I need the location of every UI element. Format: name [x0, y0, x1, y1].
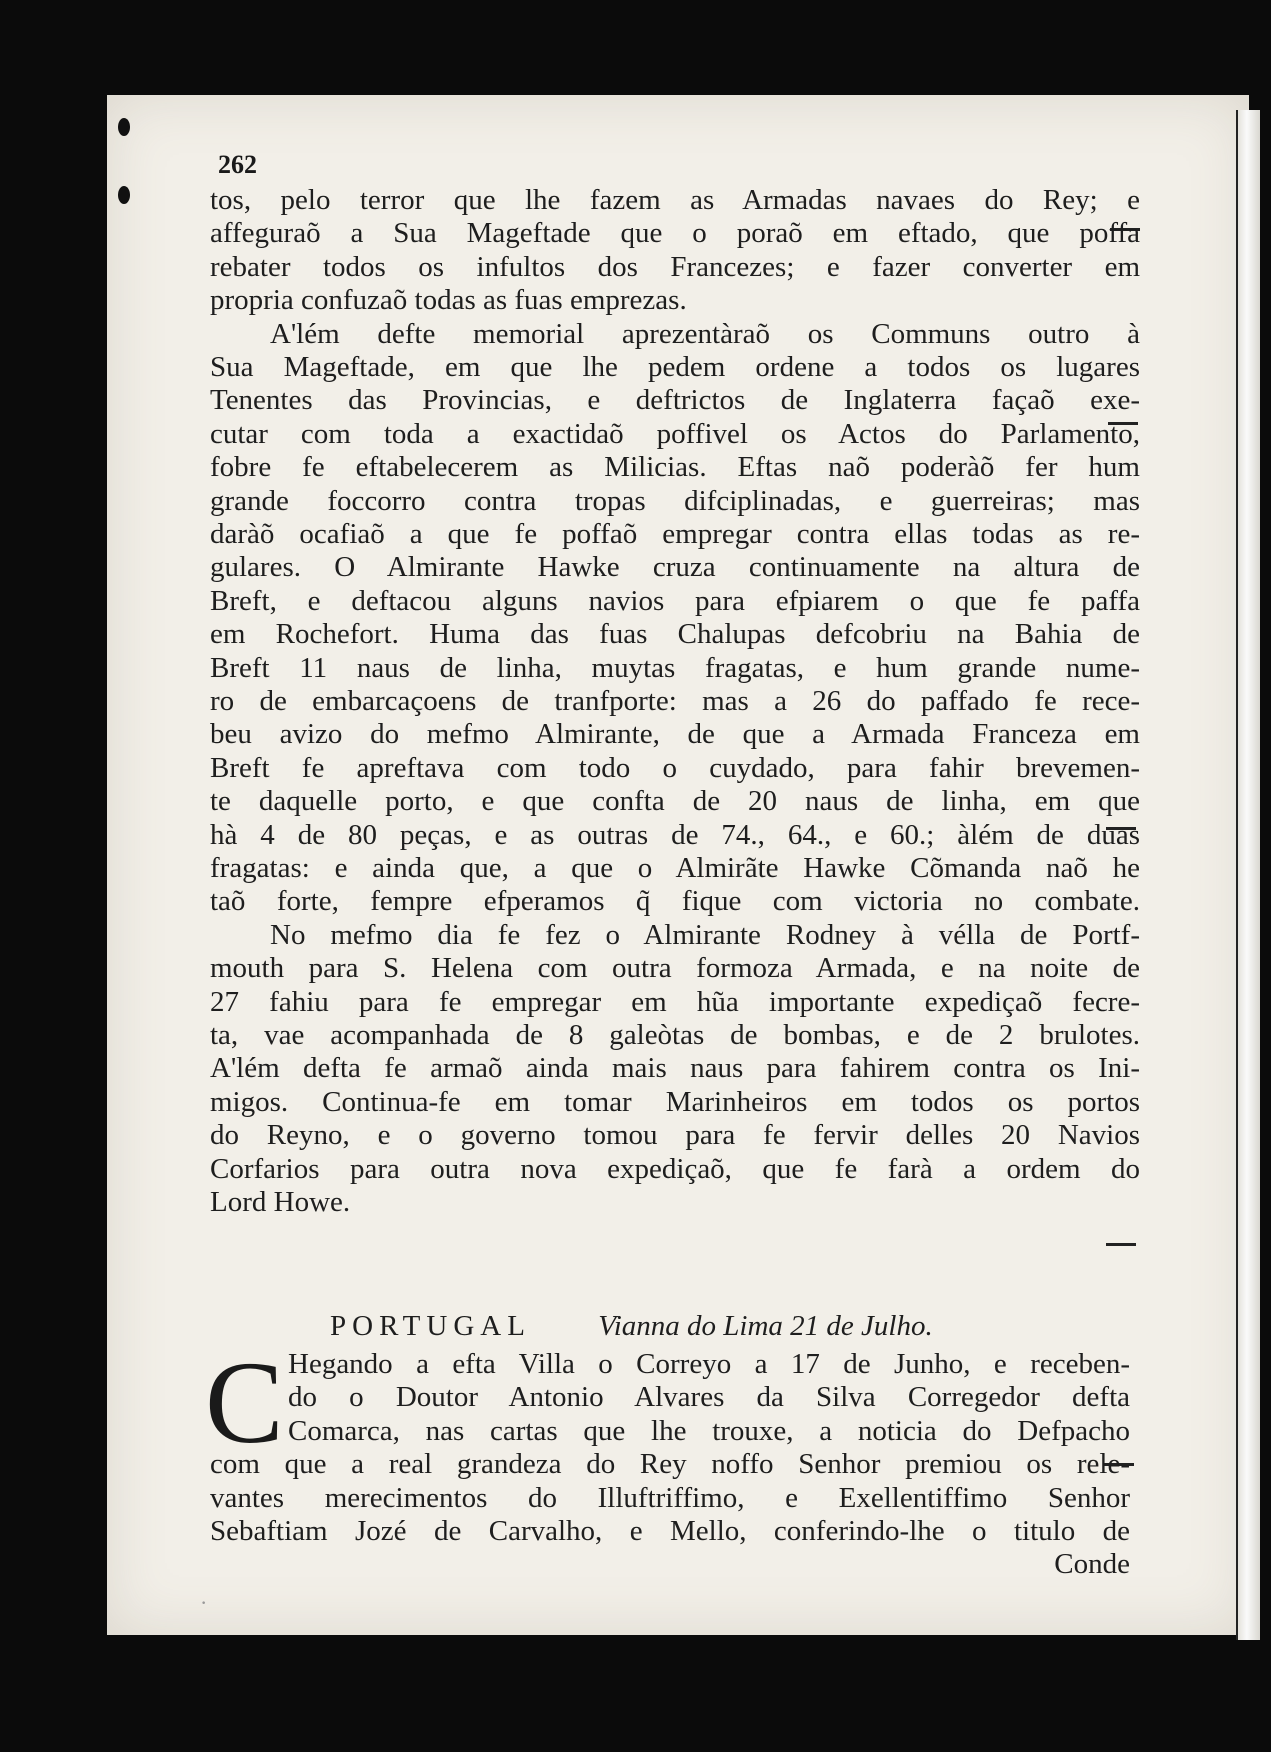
text-line: Corfarios para outra nova expediçaõ, que fe farà a ordem do: [210, 1152, 1140, 1185]
text-line: hà 4 de 80 peças, e as outras de 74., 64., e 60.; àlém de duas: [210, 818, 1140, 851]
text-line: propria confuzaõ todas as fuas emprezas.: [210, 284, 687, 317]
catchword: Conde: [1054, 1548, 1130, 1581]
text-line: affeguraõ a Sua Mageftade que o poraõ em eftado, que poffa: [210, 217, 1140, 250]
text-line: rebater todos os infultos dos Francezes; e fazer converter em: [210, 250, 1140, 283]
drop-cap: C: [205, 1337, 284, 1468]
text-line: Sua Mageftade, em que lhe pedem ordene a todos os lugares: [210, 351, 1140, 383]
text-line: te daquelle porto, e que confta de 20 naus de linha, em que: [210, 785, 1140, 818]
text-line: fragatas: e ainda que, a que o Almirãte Hawke Cõmanda naõ he: [210, 852, 1140, 884]
text-line: mouth para S. Helena com outra formoza Armada, e na noite de: [210, 952, 1140, 985]
text-line: A'lém defta fe armaõ ainda mais naus para fahirem contra os Ini-: [210, 1052, 1140, 1085]
text-line: em Rochefort. Huma das fuas Chalupas defcobriu na Bahia de: [210, 618, 1140, 651]
text-line: No mefmo dia fe fez o Almirante Rodney à vélla de Portf-: [270, 918, 1140, 951]
text-line: Breft, e deftacou alguns navios para efpiarem o que fe paffa: [210, 584, 1140, 617]
text-line: ta, vae acompanhada de 8 galeòtas de bombas, e de 2 brulotes.: [210, 1019, 1140, 1051]
text-line: vantes merecimentos do Illuftriffimo, e Exellentiffimo Senhor: [210, 1481, 1130, 1514]
text-line: Breft 11 naus de linha, muytas fragatas, e hum grande nume-: [210, 651, 1140, 684]
text-line: do o Doutor Antonio Alvares da Silva Corregedor defta: [288, 1381, 1130, 1414]
text-line: migos. Continua-fe em tomar Marinheiros em todos os portos: [210, 1085, 1140, 1118]
page-number: 262: [218, 150, 257, 179]
text-line: gulares. O Almirante Hawke cruza continuamente na altura de: [210, 551, 1140, 584]
heading-country: PORTUGAL: [330, 1310, 531, 1342]
facing-page-edge: [1236, 110, 1260, 1640]
text-line: fobre fe eftabelecerem as Milicias. Eftas naõ poderàõ fer hum: [210, 451, 1140, 484]
text-line: do Reyno, e o governo tomou para fe fervir delles 20 Navios: [210, 1119, 1140, 1152]
margin-mark: [1106, 1243, 1136, 1246]
text-line: Hegando a efta Villa o Correyo a 17 de Junho, e receben-: [288, 1348, 1130, 1380]
text-line: daràõ ocafiaõ a que fe poffaõ empregar contra ellas todas as re-: [210, 518, 1140, 550]
text-line: grande foccorro contra tropas difciplinadas, e guerreiras; mas: [210, 484, 1140, 517]
heading-place-date: Vianna do Lima 21 de Julho.: [598, 1310, 933, 1342]
text-line: com que a real grandeza do Rey noffo Senhor premiou os rele-: [210, 1448, 1130, 1481]
text-line: Breft fe apreftava com todo o cuydado, para fahir brevemen-: [210, 751, 1140, 784]
text-line: cutar com toda a exactidaõ poffivel os Actos do Parlamento,: [210, 417, 1140, 450]
text-line: A'lém defte memorial aprezentàraõ os Communs outro à: [270, 317, 1140, 350]
text-line: Lord Howe.: [210, 1186, 351, 1218]
text-line: Tenentes das Provincias, e deftrictos de Inglaterra façaõ exe-: [210, 384, 1140, 417]
text-line: 27 fahiu para fe empregar em hũa importante expediçaõ fecre-: [210, 985, 1140, 1018]
text-line: tos, pelo terror que lhe fazem as Armadas navaes do Rey; e: [210, 184, 1140, 216]
binding-hole-mark: [118, 118, 130, 136]
text-line: beu avizo do mefmo Almirante, de que a Armada Franceza em: [210, 718, 1140, 751]
text-line: taõ forte, fempre efperamos q̃ fique com victoria no combate.: [210, 885, 1140, 918]
text-line: Comarca, nas cartas que lhe trouxe, a noticia do Defpacho: [288, 1414, 1130, 1447]
binding-hole-mark: [118, 186, 130, 204]
text-line: ro de embarcaçoens de tranfporte: mas a 26 do paffado fe rece-: [210, 685, 1140, 717]
text-line: Sebaftiam Jozé de Carvalho, e Mello, conferindo-lhe o titulo de: [210, 1515, 1130, 1547]
section-heading: [330, 1310, 1050, 1343]
signature-mark: ·: [200, 1590, 208, 1615]
